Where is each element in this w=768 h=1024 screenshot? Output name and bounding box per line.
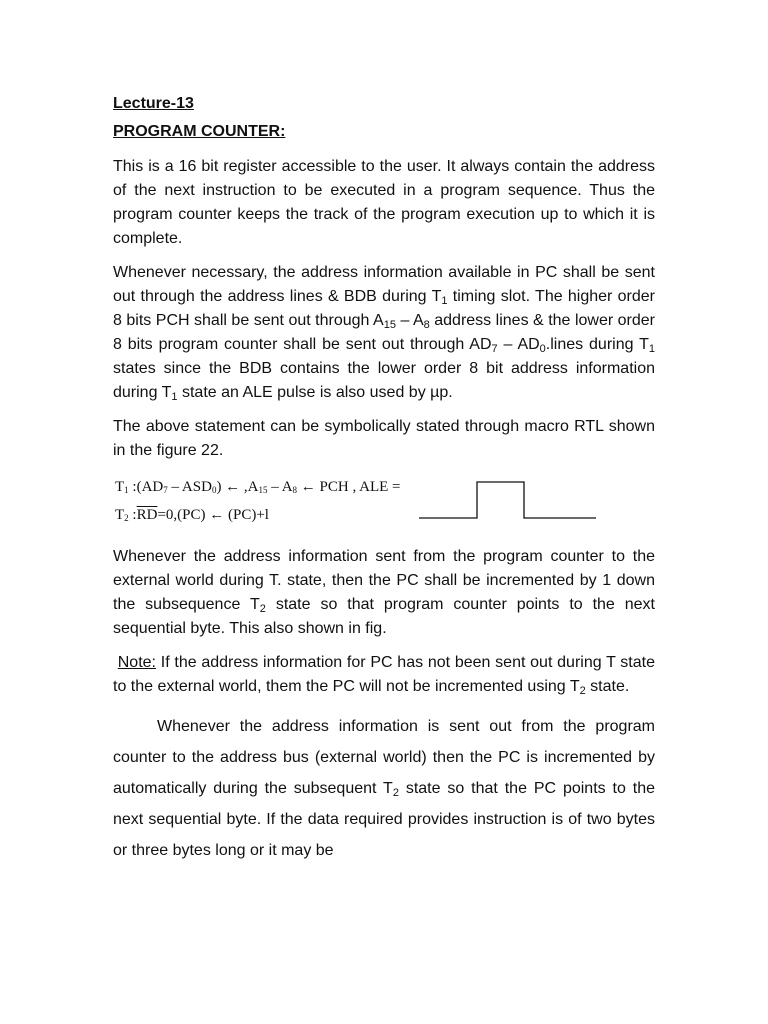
- page-content: [113, 92, 655, 866]
- paragraph-rtl-intro: The above statement can be symbolically stated through macro RTL shown in the figure 22.: [113, 418, 655, 459]
- note-label: Note:: [117, 654, 156, 671]
- rtl-line-t1: $T_1$ $:(AD_7 - ASD_0)$ ← $,A_{15} - A_8$ ← PCH , ALE =: [115, 479, 401, 495]
- rtl-figure: [113, 477, 655, 535]
- paragraph-definition: This is a 16 bit register accessible to the user. It always contain the address of the next instruction to be executed in a program sequence. Thus the program counter keeps the track of the program execution up to which it is complete.: [113, 158, 655, 247]
- lecture-title: Lecture-13: [113, 95, 194, 112]
- section-heading: PROGRAM COUNTER:: [113, 123, 286, 140]
- paragraph-increment: Whenever the address information sent from the program counter to the external world during T. state, then the PC shall be incremented by 1 down the subsequence $T_2$ state so that program counter points to the next sequential byte. This also shown in fig.: [113, 548, 656, 637]
- ale-pulse-waveform: [419, 480, 599, 520]
- paragraph-subsequent: Whenever the address information is sent out from the program counter to the address bus (external world) then the PC is incremented by automatically during the subsequent $T_2$ state so that the PC points to the next sequential byte. If the data required provides instruction is of two bytes or three bytes long or it may be: [113, 718, 655, 859]
- rtl-line-t2: $T_2$ $:\overline{RD}=0,(PC)$ ← (PC)+l: [115, 507, 269, 523]
- paragraph-address-info: Whenever necessary, the address information available in PC shall be sent out through the address lines & BDB during $T_1$ timing slot. The higher order 8 bits PCH shall be sent out through $A_{15} - A_8$ address lines & the lower order 8 bits program counter shall be sent out through $AD_7$ – $AD_0.lines$ during $T_1$ states since the BDB contains the lower order 8 bit address information during $T_1$ state an ALE pulse is also used by µp.: [113, 264, 656, 403]
- paragraph-note: Note: If the address information for PC has not been sent out during T state to the external world, them the PC will not be incremented using $T_2$ state.: [113, 654, 655, 697]
